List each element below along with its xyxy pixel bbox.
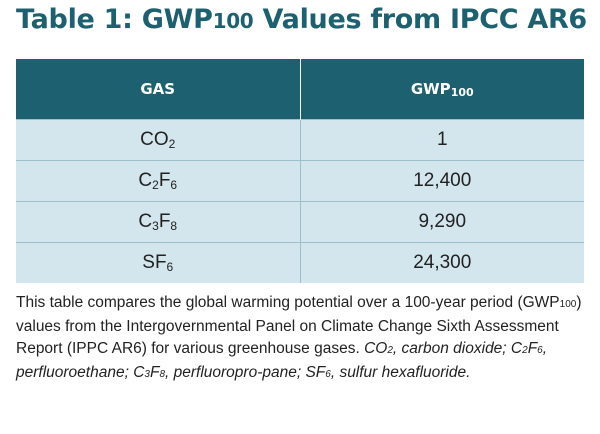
- abbrev-symbol: F: [149, 364, 160, 381]
- abbrev-subscript: 2: [387, 345, 393, 356]
- gas-subscript: 3: [152, 219, 159, 233]
- caption-text-2: ) values from the Intergovernmental Panel on Climate Change Sixth Assessment Report (IPPC AR6) for various greenhouse gases.: [16, 294, 582, 357]
- table-header-row: [16, 59, 584, 120]
- caption-text-1: This table compares the global warming potential over a 100-year period (GWP: [16, 294, 560, 311]
- header-gwp-subscript: 100: [450, 86, 474, 99]
- abbrev-description: , sulfur hexafluoride.: [330, 364, 471, 381]
- gwp-value-cell: 24,300: [300, 243, 584, 284]
- gas-subscript: 2: [168, 137, 176, 151]
- gas-cell: [16, 202, 300, 243]
- table-body: [16, 120, 584, 284]
- abbrev-subscript: 2: [522, 345, 528, 356]
- table-row: [16, 243, 584, 284]
- gas-symbol: CO: [140, 129, 169, 150]
- gwp-value-cell: 1: [300, 120, 584, 161]
- title-subscript: 100: [212, 9, 254, 33]
- abbrev-description: , carbon dioxide;: [392, 340, 511, 357]
- abbrev-symbol: C: [133, 364, 145, 381]
- gas-cell: [16, 243, 300, 284]
- gwp-table: [16, 59, 584, 283]
- title-text: Table 1: GWP: [16, 4, 213, 35]
- gas-symbol: C: [138, 211, 153, 232]
- header-gwp: [300, 59, 584, 120]
- table-row: [16, 120, 584, 161]
- abbrev-subscript: 8: [159, 369, 165, 380]
- abbrev-subscript: 6: [537, 345, 543, 356]
- gas-symbol: C: [138, 170, 153, 191]
- title-suffix: Values from IPCC AR6: [253, 4, 587, 35]
- abbrev-description: , perfluoroethane;: [16, 340, 548, 381]
- abbrev-subscript: 3: [144, 369, 150, 380]
- abbrev-symbol: C: [510, 340, 523, 357]
- abbrev-description: , perfluoropro-pane;: [165, 364, 306, 381]
- gas-subscript: 2: [152, 178, 159, 192]
- abbrev-symbol: SF: [305, 364, 326, 381]
- gas-cell: [16, 161, 300, 202]
- abbrev-symbol: F: [527, 340, 538, 357]
- header-gwp-text: GWP: [410, 80, 451, 98]
- table-title: [16, 4, 587, 35]
- table-caption: [16, 292, 592, 386]
- gas-symbol: F: [158, 211, 171, 232]
- table-row: [16, 202, 584, 243]
- table-row: [16, 161, 584, 202]
- gas-subscript: 8: [170, 219, 178, 233]
- abbrev-subscript: 6: [325, 369, 331, 380]
- gas-subscript: 6: [166, 260, 174, 274]
- gwp-value-cell: 9,290: [300, 202, 584, 243]
- gwp-value-cell: 12,400: [300, 161, 584, 202]
- gas-symbol: SF: [142, 252, 167, 273]
- abbrev-symbol: CO: [364, 340, 388, 357]
- gas-symbol: F: [158, 170, 171, 191]
- caption-subscript: 100: [559, 299, 577, 310]
- gas-subscript: 6: [170, 178, 178, 192]
- gas-cell: [16, 120, 300, 161]
- header-gas: GAS: [16, 59, 300, 120]
